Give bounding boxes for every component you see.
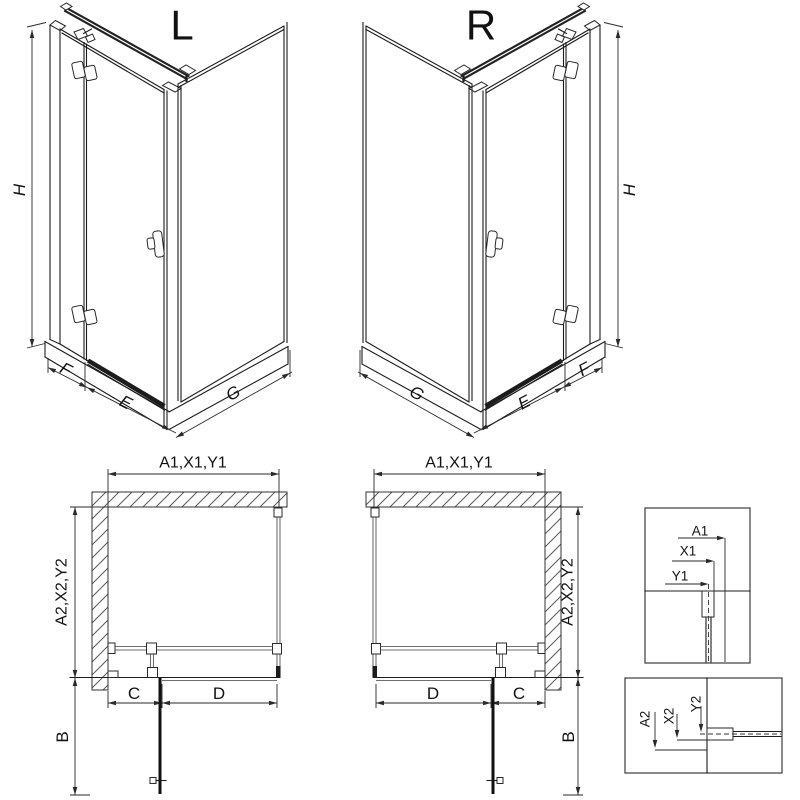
plan-left-d-label: D [212,683,226,703]
plan-left-side-wall [92,507,108,690]
detail-bottom-x2-label: X2 [661,707,677,725]
plan-right-b-label: B [558,731,578,743]
iso-right-height-label: H [619,183,639,197]
detail-top-a1-label: A1 [691,523,709,539]
plan-right-d-label: D [426,683,440,703]
iso-left-title-label: L [170,1,194,49]
plan-right-view [366,455,583,795]
iso-right-title-label: R [465,1,497,49]
iso-right-view [358,2,639,440]
plan-right-top-wall [366,492,561,507]
iso-left-fixed-width-label: F [56,358,75,381]
iso-left-view [10,2,292,440]
plan-left-width-dim-label: A1,X1,Y1 [159,454,227,472]
plan-left-c-label: C [127,683,141,703]
plan-left-top-wall [92,492,287,507]
iso-left-side-width-label: G [222,381,244,405]
detail-bottom-box [625,678,782,773]
detail-top-x1-label: X1 [679,543,697,559]
plan-left-view [53,455,287,795]
detail-bottom-a2-label: A2 [637,710,653,728]
plan-left-b-label: B [52,731,72,743]
iso-left-height-label: H [9,183,29,197]
detail-top-box [645,508,750,663]
iso-right-side-width-label: G [406,381,428,405]
plan-right-c-label: C [512,683,526,703]
iso-left-door-width-label: E [116,391,136,414]
iso-right-fixed-width-label: F [575,358,594,381]
plan-right-side-wall [545,507,561,690]
iso-right-door-width-label: E [514,391,534,414]
plan-right-depth-dim-label: A2,X2,Y2 [559,558,577,626]
detail-bottom-y2-label: Y2 [688,695,704,713]
plan-left-depth-dim-label: A2,X2,Y2 [53,558,71,626]
plan-right-width-dim-label: A1,X1,Y1 [425,454,493,472]
detail-top-y1-label: Y1 [671,568,689,584]
